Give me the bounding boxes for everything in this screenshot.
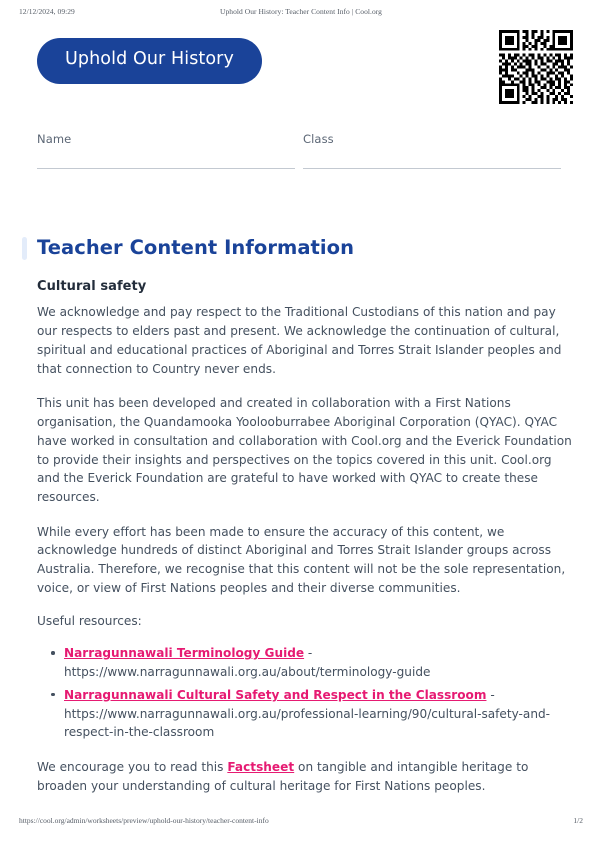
- name-field[interactable]: [37, 132, 295, 169]
- list-item: [64, 644, 573, 681]
- print-footer: [0, 816, 602, 830]
- list-item: [64, 686, 573, 742]
- page-title: Teacher Content Information: [37, 236, 355, 259]
- accent-bar: [22, 237, 27, 260]
- paragraph-acknowledgement: We acknowledge and pay respect to the Traditional Custodians of this nation and pay our respects to elders past and present. We acknowledge the continuation of cultural, spiritual and educational practices of Aboriginal and Torres Strait Islander peoples and that connection to Country never ends.: [37, 305, 562, 376]
- paragraph-accuracy: While every effort has been made to ensure the accuracy of this content, we acknowledge hundreds of distinct Aboriginal and Torres Strait Islander groups across Australia. Therefore, we recognise that this content will not be the sole representation, voice, or view of First Nations peoples and their diverse communities.: [37, 524, 566, 595]
- factsheet-text-before: We encourage you to read this: [37, 760, 228, 775]
- print-header-title: Uphold Our History: Teacher Content Info | Cool.org: [220, 7, 382, 16]
- resource-link-terminology-guide[interactable]: Narragunnawali Terminology Guide: [64, 646, 305, 661]
- print-header-date: 12/12/2024, 09:29: [19, 7, 75, 16]
- paragraph-collaboration: This unit has been developed and created in collaboration with a First Nations organisation, the Quandamooka Yoolooburrabee Aboriginal Corporation (QYAC). QYAC have worked in consultation and collaboration with Cool.org and the Everick Foundation to provide their insights and perspectives on the topics covered in this unit. Cool.org and the Everick Foundation are grateful to have worked with QYAC to create these resources.: [37, 396, 572, 504]
- resources-list: [37, 644, 573, 742]
- name-field-label: Name: [37, 132, 72, 146]
- print-header: [0, 7, 602, 21]
- paragraph-factsheet: [37, 758, 573, 795]
- useful-resources-label: Useful resources:: [37, 613, 142, 628]
- print-footer-url: https://cool.org/admin/worksheets/preview/uphold-our-history/teacher-content-info: [19, 816, 269, 825]
- student-fields: [0, 132, 602, 188]
- content-section: [0, 236, 602, 796]
- worksheet-page: [0, 30, 602, 812]
- resource-link-cultural-safety[interactable]: Narragunnawali Cultural Safety and Respect in the Classroom: [64, 687, 487, 702]
- subsection-title: Cultural safety: [37, 279, 147, 295]
- factsheet-link[interactable]: Factsheet: [227, 760, 295, 775]
- worksheet-top-row: [0, 30, 602, 118]
- resource-url-cultural-safety: https://www.narragunnawali.org.au/professional-learning/90/cultural-safety-and-respect-in-the-classroom: [64, 706, 551, 740]
- page-title-wrap: [37, 236, 573, 259]
- class-field-line[interactable]: [303, 168, 561, 169]
- class-field[interactable]: [303, 132, 561, 169]
- class-field-label: Class: [303, 132, 334, 146]
- factsheet-text-after: on tangible and intangible heritage to broaden your understanding of cultural heritage for First Nations peoples.: [37, 760, 529, 793]
- resource-separator: -: [486, 687, 495, 702]
- resource-url-terminology-guide: https://www.narragunnawali.org.au/about/terminology-guide: [64, 665, 431, 680]
- resource-separator: -: [304, 646, 313, 661]
- worksheet-title-pill: Uphold Our History: [37, 38, 262, 84]
- qr-code-icon: [499, 30, 573, 104]
- name-field-line[interactable]: [37, 168, 295, 169]
- print-footer-page-number: 1/2: [573, 816, 583, 825]
